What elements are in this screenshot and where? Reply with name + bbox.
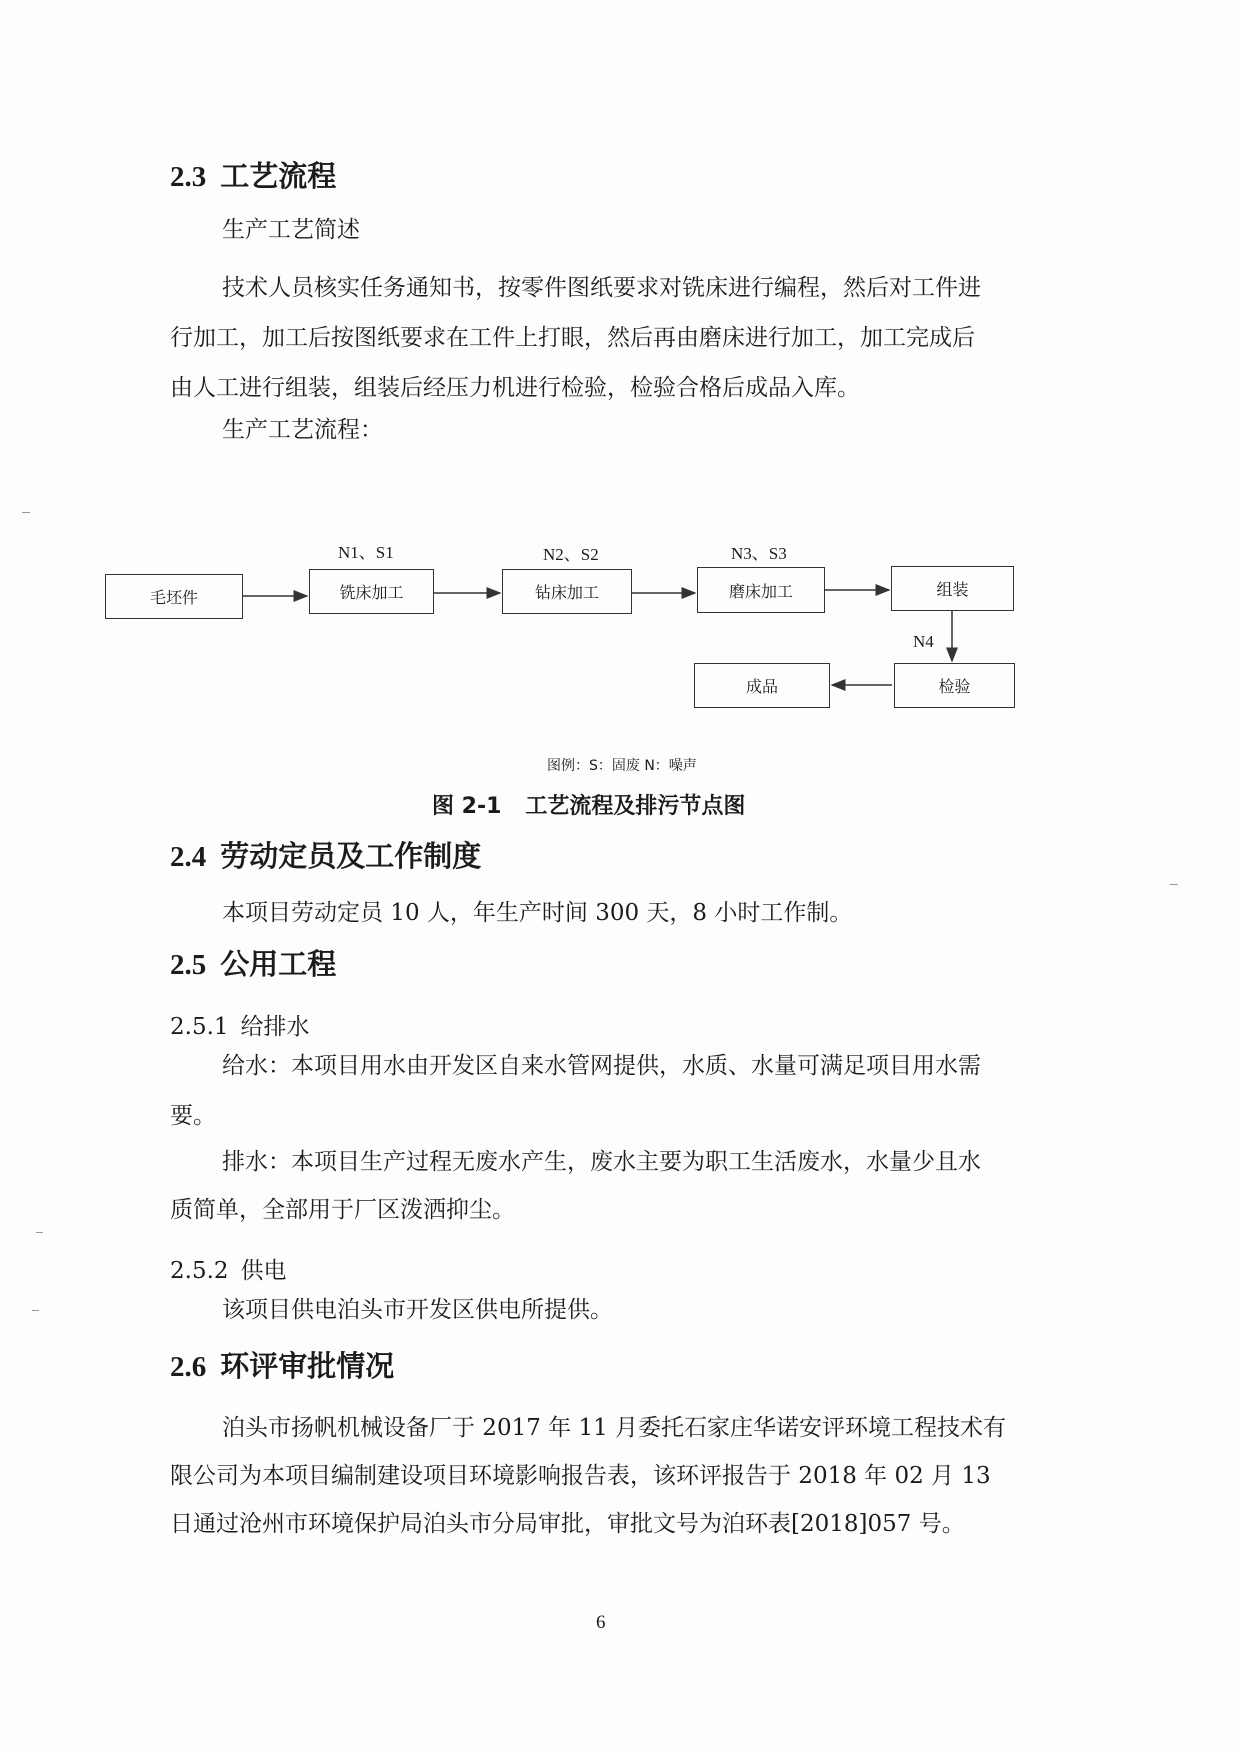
subsection-2-5-1-heading [170, 1008, 310, 1041]
section-title: 公用工程 [220, 947, 337, 981]
flowchart-legend: 图例：S：固废 N：噪声 [547, 758, 697, 774]
node-label-milling: N1、S1 [338, 543, 394, 562]
eia-line-1: 泊头市扬帆机械设备厂于 2017 年 11 月委托石家庄华诺安评环境工程技术有 [222, 1415, 1007, 1441]
drainage-line-2: 质简单，全部用于厂区泼洒抑尘。 [170, 1197, 515, 1223]
section-number: 2.6 [170, 1351, 207, 1383]
process-subtitle: 生产工艺简述 [222, 217, 360, 243]
subsection-title: 供电 [240, 1258, 287, 1284]
drainage-line-1: 排水：本项目生产过程无废水产生，废水主要为职工生活废水，水量少且水 [222, 1149, 981, 1175]
water-supply-line-2: 要。 [170, 1103, 216, 1129]
scan-speck [1170, 884, 1178, 885]
figure-number: 图 2-1 [432, 794, 502, 819]
section-number: 2.3 [170, 161, 207, 193]
section-title: 工艺流程 [220, 159, 337, 193]
flow-intro: 生产工艺流程： [222, 417, 383, 443]
eia-line-2: 限公司为本项目编制建设项目环境影响报告表，该环评报告于 2018 年 02 月 13 [170, 1463, 991, 1489]
flow-box-product: 成品 [694, 663, 830, 708]
scan-speck [32, 1310, 39, 1311]
section-2-5-heading [170, 942, 336, 983]
process-paragraph-line-1: 技术人员核实任务通知书，按零件图纸要求对铣床进行编程，然后对工件进 [222, 275, 981, 301]
node-label-drilling: N2、S2 [543, 545, 599, 564]
section-number: 2.5 [170, 949, 207, 981]
subsection-title: 给排水 [240, 1014, 310, 1040]
water-supply-line-1: 给水：本项目用水由开发区自来水管网提供，水质、水量可满足项目用水需 [222, 1053, 981, 1079]
flowchart-arrows [0, 0, 1240, 760]
section-number: 2.4 [170, 841, 207, 873]
page-number: 6 [596, 1612, 606, 1633]
eia-line-3: 日通过沧州市环境保护局泊头市分局审批，审批文号为泊环表[2018]057 号。 [170, 1511, 965, 1537]
scan-speck [36, 1232, 43, 1233]
figure-title: 工艺流程及排污节点图 [525, 794, 746, 819]
node-label-assembly-to-inspection: N4 [913, 632, 934, 651]
flow-box-milling: 铣床加工 [309, 569, 434, 614]
subsection-number: 2.5.2 [170, 1258, 229, 1284]
process-paragraph-line-2: 行加工，加工后按图纸要求在工件上打眼，然后再由磨床进行加工，加工完成后 [170, 325, 975, 351]
subsection-number: 2.5.1 [170, 1014, 229, 1040]
node-label-grinding: N3、S3 [731, 544, 787, 563]
flow-box-grinding: 磨床加工 [697, 567, 825, 613]
subsection-2-5-2-heading [170, 1252, 287, 1285]
section-2-4-heading [170, 834, 481, 875]
process-paragraph-line-3: 由人工进行组装，组装后经压力机进行检验，检验合格后成品入库。 [170, 375, 860, 401]
section-title: 劳动定员及工作制度 [220, 839, 482, 873]
staffing-text: 本项目劳动定员 10 人，年生产时间 300 天，8 小时工作制。 [222, 900, 853, 926]
scan-speck [22, 512, 30, 513]
flow-box-inspection: 检验 [894, 663, 1015, 708]
section-2-6-heading [170, 1344, 394, 1385]
section-title: 环评审批情况 [220, 1349, 395, 1383]
power-supply-text: 该项目供电泊头市开发区供电所提供。 [222, 1297, 613, 1323]
flow-box-assembly: 组装 [891, 566, 1014, 611]
flow-box-blank: 毛坯件 [105, 574, 243, 619]
figure-caption [432, 789, 745, 820]
flow-box-drilling: 钻床加工 [502, 569, 632, 614]
